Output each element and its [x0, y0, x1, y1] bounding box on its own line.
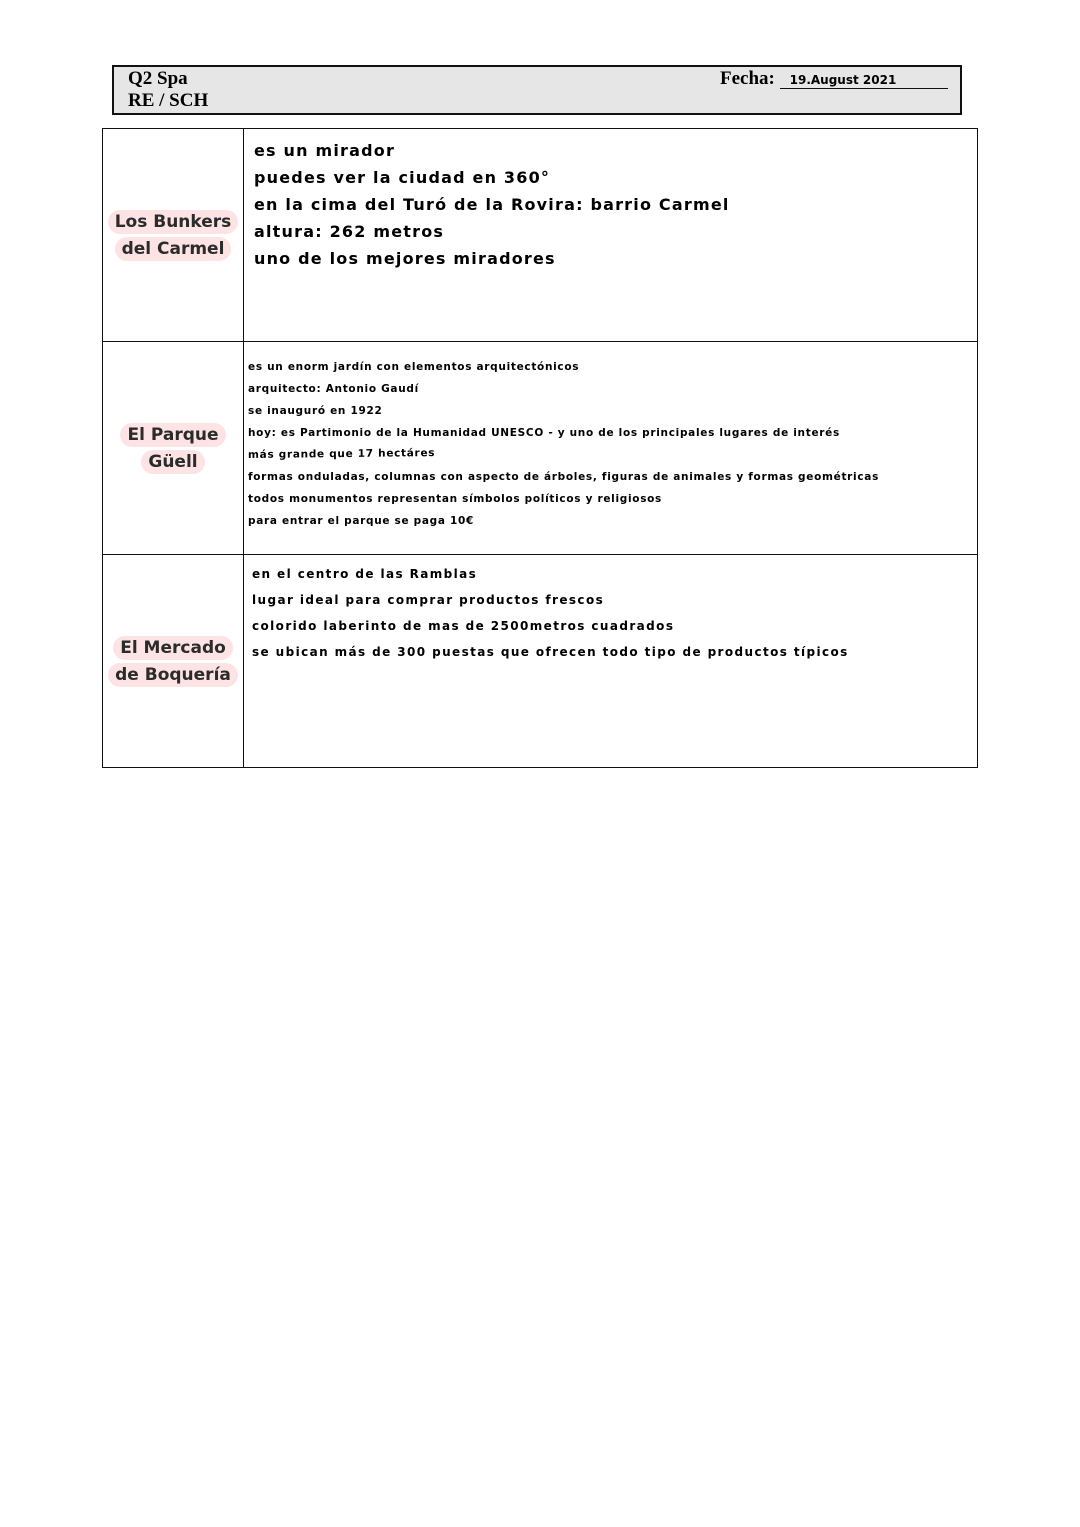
note-line: todos monumentos representan símbolos políticos y religiosos — [248, 493, 663, 505]
topic-cell — [103, 129, 244, 342]
topic-label-line: Güell — [141, 450, 204, 474]
notes-table — [102, 128, 978, 768]
note-line: es un enorm jardín con elementos arquitectónicos — [248, 361, 580, 373]
note-line: es un mirador — [254, 141, 396, 160]
notes-cell — [244, 555, 978, 768]
note-line: colorido laberinto de mas de 2500metros cuadrados — [252, 619, 675, 633]
notes-cell — [244, 342, 978, 555]
note-line: en la cima del Turó de la Rovira: barrio Carmel — [254, 195, 730, 214]
date-label: Fecha: — [720, 68, 775, 89]
course-name: Q2 Spa — [128, 68, 188, 89]
table-row — [103, 129, 978, 342]
note-line: se inauguró en 1922 — [248, 405, 383, 417]
note-line: arquitecto: Antonio Gaudí — [248, 383, 419, 395]
topic-label-line: Los Bunkers — [108, 210, 239, 234]
note-line: lugar ideal para comprar productos frescos — [252, 593, 605, 607]
teacher-initials: RE / SCH — [128, 90, 209, 111]
topic-label-line: de Boquería — [108, 663, 238, 687]
table-row — [103, 342, 978, 555]
topic-label-line: El Parque — [120, 423, 225, 447]
document-header — [112, 65, 962, 115]
note-line: para entrar el parque se paga 10€ — [248, 515, 475, 527]
note-line: uno de los mejores miradores — [254, 249, 556, 268]
notes-cell — [244, 129, 978, 342]
note-line: se ubican más de 300 puestas que ofrecen todo tipo de productos típicos — [252, 645, 849, 659]
note-line: altura: 262 metros — [254, 222, 445, 241]
date-field — [720, 68, 948, 90]
note-line: puedes ver la ciudad en 360° — [254, 168, 551, 187]
course-info — [128, 68, 208, 112]
table-row — [103, 555, 978, 768]
note-line: más grande que 17 hectáres — [247, 447, 436, 461]
topic-cell — [103, 555, 244, 768]
note-line: hoy: es Partimonio de la Humanidad UNESCO - y uno de los principales lugares de interés — [248, 427, 840, 439]
topic-label-line: del Carmel — [115, 237, 232, 261]
date-value: 19.August 2021 — [780, 72, 948, 89]
topic-cell — [103, 342, 244, 555]
note-line: formas onduladas, columnas con aspecto de árboles, figuras de animales y formas geométricas — [248, 471, 880, 483]
topic-label-line: El Mercado — [113, 636, 233, 660]
note-line: en el centro de las Ramblas — [252, 567, 478, 581]
